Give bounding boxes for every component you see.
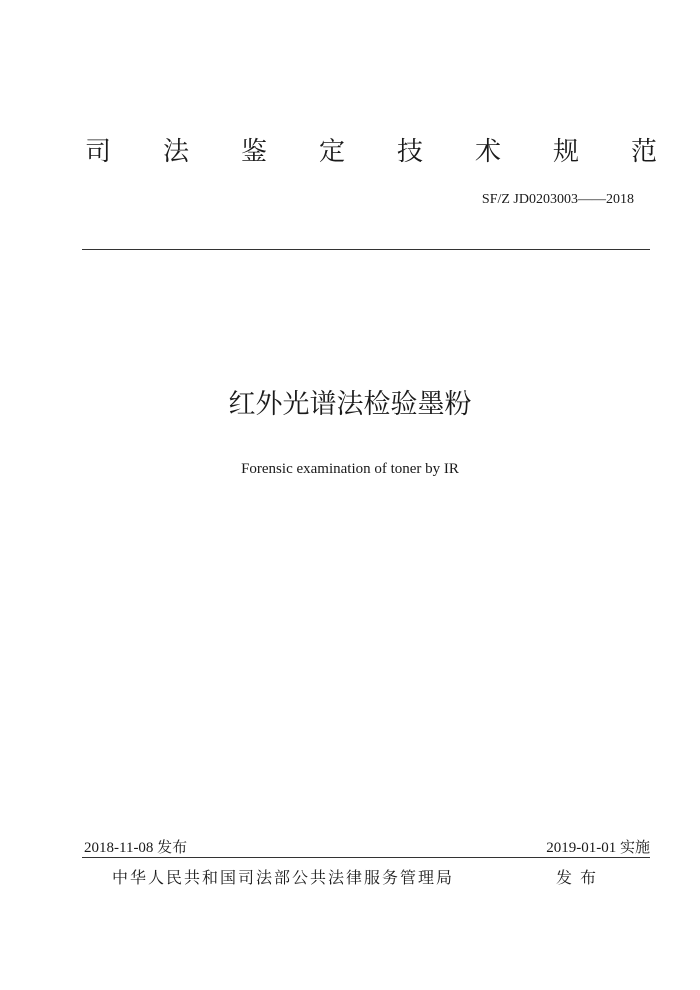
- heading-char: 司: [84, 137, 111, 167]
- heading-char: 规: [552, 137, 579, 167]
- issue-date: 2018-11-08 发布: [84, 840, 188, 856]
- document-title-english: Forensic examination of toner by IR: [241, 461, 459, 477]
- document-title-chinese: 红外光谱法检验墨粉: [228, 389, 472, 420]
- heading-char: 范: [630, 137, 657, 167]
- publisher-name: 中华人民共和国司法部公共法律服务管理局: [112, 868, 455, 887]
- top-divider: [82, 249, 650, 250]
- heading-char: 术: [474, 137, 501, 167]
- effective-date: 2019-01-01 实施: [546, 840, 650, 856]
- heading-char: 定: [318, 137, 345, 167]
- document-type-heading: [82, 134, 660, 170]
- heading-char: 鉴: [240, 137, 267, 167]
- heading-char: 法: [162, 137, 189, 167]
- publish-label: 发布: [556, 868, 605, 887]
- heading-char: 技: [396, 137, 423, 167]
- bottom-divider: [82, 857, 650, 858]
- standard-code: SF/Z JD0203003——2018: [481, 192, 634, 207]
